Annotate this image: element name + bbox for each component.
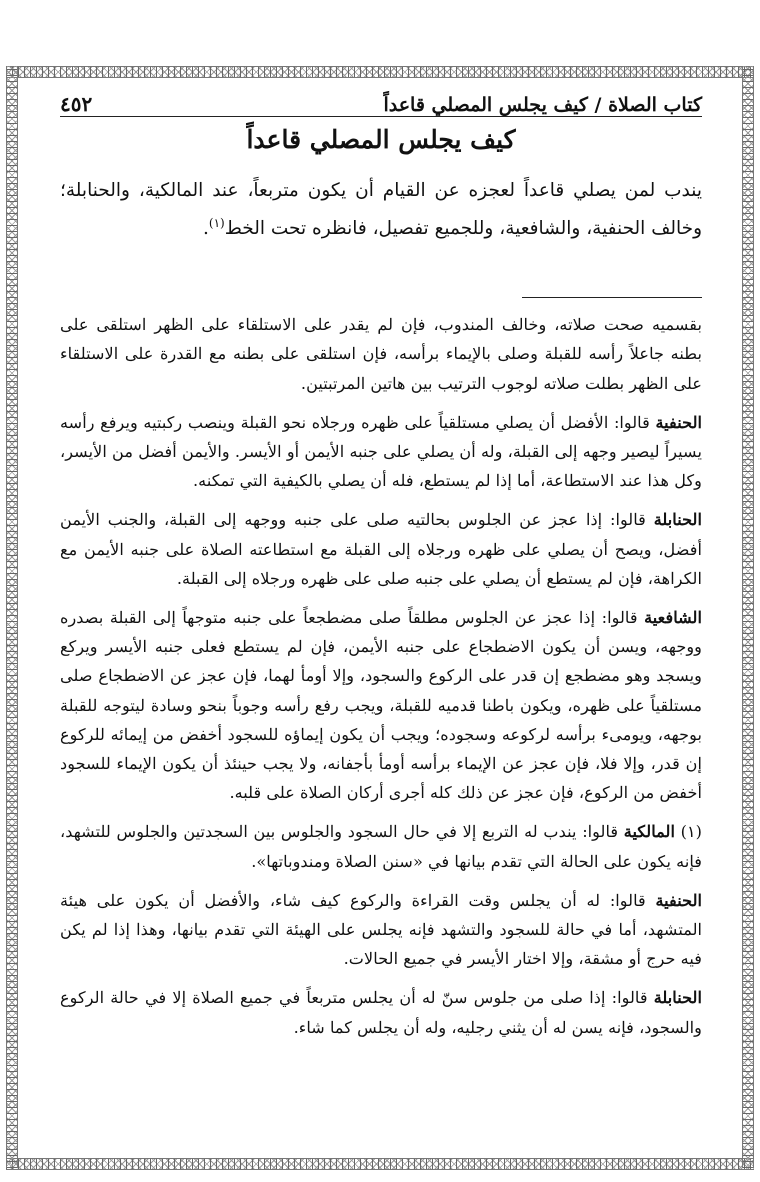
decorative-border-right <box>742 66 754 1168</box>
footnote-separator <box>522 297 702 298</box>
intro-text: يندب لمن يصلي قاعداً لعجزه عن القيام أن يكون متربعاً، عند المالكية، والحنابلة؛ وخالف الحنفية، والشافعية، وللجميع تفصيل، فانظره تحت الخط <box>60 180 702 240</box>
page-number: ٤٥٢ <box>60 92 93 116</box>
section-title: كيف يجلس المصلي قاعداً <box>246 125 516 154</box>
decorative-border-bottom <box>6 1158 754 1170</box>
school-name: الحنفية <box>655 412 702 432</box>
footnote-continuation: بقسميه صحت صلاته، وخالف المندوب، فإن لم يقدر على الاستلقاء على الظهر استلقى على بطنه جاعلاً رأسه للقبلة وصلى بالإيماء برأسه، فإن استلقى على بطنه مع القدرة على الاستلقاء على الظهر بطلت صلاته لوجوب الترتيب بين هاتين المرتبتين. <box>60 315 702 393</box>
footnote-hanafi-1 <box>60 408 702 496</box>
blank-space <box>60 245 702 297</box>
running-title: كتاب الصلاة / كيف يجلس المصلي قاعداً <box>383 94 702 116</box>
school-name: الحنابلة <box>653 988 702 1008</box>
decorative-border-left <box>6 66 18 1168</box>
running-header <box>60 82 702 117</box>
footnote-text: قالوا: له أن يجلس وقت القراءة والركوع كيف شاء، والأفضل أن يكون على هيئة المتشهد، أما في حالة للسجود والتشهد فإنه يجلس على الهيئة التي تقدم بيانها، وهذا إذا لم يكن فيه حرج أو مشقة، وإلا اختار الأيسر في جميع الحالات. <box>60 890 702 969</box>
footnote-shafii <box>60 603 702 807</box>
footnote-hanbali-2 <box>60 983 702 1041</box>
footnote-text: قالوا: إذا عجز عن الجلوس مطلقاً صلى مضطجعاً على جنبه متوجهاً إلى القبلة بصدره ووجهه، ويسن أن يكون الاضطجاع على جنبه الأيمن، فإن لم يستطع فعلى جنبه الأيسر ويركع ويسجد وهو مضطجع إن قدر على الركوع والسجود، وإلا أومأ لهما، فإن عجز عن الاضطجاع صلى مستلقياً على ظهره، ويكون باطنا قدميه للقبلة، ويجب رفع رأسه وجوباً بنحو وسادة ليتوجه للقبلة بوجهه، ويومىء برأسه لركوعه وسجوده؛ ويجب أن يكون إيماؤه للسجود أخفض من إيمائه للركوع إن قدر، وإلا فلا، فإن عجز عن الإيماء برأسه أومأ بأجفانه، ولا يجب حينئذ أن يكون الإيماء للسجود أخفض من الركوع، فإن عجز عن ذلك كله أجرى أركان الصلاة على قلبه. <box>60 607 702 803</box>
footnote-text: قالوا: الأفضل أن يصلي مستلقياً على ظهره ورجلاه نحو القبلة وينصب ركبتيه ويرفع رأسه يسيراً ليصير وجهه إلى القبلة، وله أن يصلي على جنبه الأيمن أو الأيسر. والأيمن أفضل من الأيسر، وكل هذا عند الاستطاعة، أما إذا لم يستطع، فله أن يصلي بالكيفية التي تمكنه. <box>60 412 702 491</box>
school-name: الحنفية <box>655 890 702 910</box>
footnote-hanafi-2 <box>60 886 702 974</box>
footnote-number: (١) <box>680 822 702 842</box>
footnote-hanbali-1 <box>60 505 702 593</box>
school-name: الحنابلة <box>653 510 702 530</box>
decorative-border-top <box>6 66 754 78</box>
footnote-maliki <box>60 817 702 875</box>
footnote-text: قالوا: إذا عجز عن الجلوس بحالتيه صلى على جنبه ووجهه إلى القبلة، والجنب الأيمن أفضل، ويصح أن يصلي على ظهره ورجلاه إلى القبلة مع استطاعته الصلاة على جنبه الأيمن مع الكراهة، فإن لم يستطع أن يصلي على جنبه صلى على ظهره ورجلاه إلى القبلة. <box>60 510 702 588</box>
footnote-text: قالوا: يندب له التربع إلا في حال السجود والجلوس بين السجدتين والجلوس للتشهد، فإنه يكون على الحالة التي تقدم بيانها في «سنن الصلاة ومندوباتها». <box>60 822 702 871</box>
intro-end: . <box>202 218 209 240</box>
school-name: الشافعية <box>644 607 702 627</box>
intro-paragraph <box>60 174 702 245</box>
school-name: المالكية <box>623 822 675 842</box>
page-content <box>60 80 702 1142</box>
footnote-text: قالوا: إذا صلى من جلوس سنّ له أن يجلس متربعاً في جميع الصلاة إلا في حالة الركوع والسجود، فإنه يسن له أن يثني رجليه، وله أن يجلس كما شاء. <box>60 988 702 1037</box>
footnote-reference: (١) <box>208 216 225 230</box>
